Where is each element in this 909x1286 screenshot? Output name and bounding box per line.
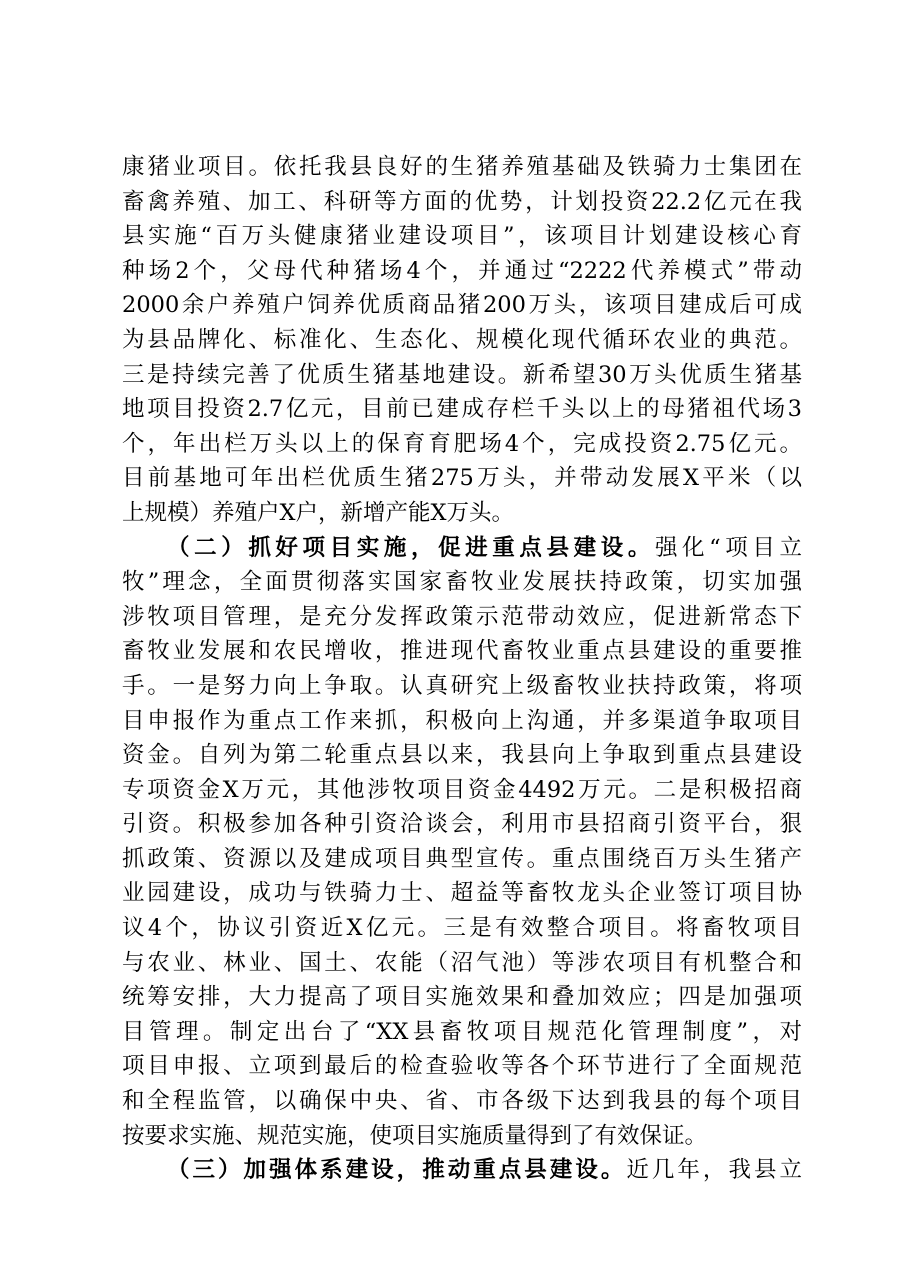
section-3-heading: （三）加强体系建设，推动重点县建设。 <box>167 1157 627 1184</box>
section-2-heading: （二）抓好项目实施，促进重点县建设。 <box>167 534 655 561</box>
text-line: 按要求实施、规范实施，使项目实施质量得到了有效保证。 <box>122 1122 708 1149</box>
text-line: 涉牧项目管理，是充分发挥政策示范带动效应，促进新常态下 <box>122 603 802 630</box>
text-line: 引资。积极参加各种引资洽谈会，利用市县招商引资平台，狠 <box>122 811 802 838</box>
text-line: 业园建设，成功与铁骑力士、超益等畜牧龙头企业签订项目协 <box>122 880 802 907</box>
text-line: 项目申报、立项到最后的检查验收等各个环节进行了全面规范 <box>122 1053 802 1080</box>
text-line: 畜禽养殖、加工、科研等方面的优势，计划投资22.2亿元在我 <box>122 188 802 215</box>
text-line: 牧”理念，全面贯彻落实国家畜牧业发展扶持政策，切实加强 <box>122 569 802 596</box>
text-line: 县实施“百万头健康猪业建设项目”，该项目计划建设核心育 <box>122 223 802 250</box>
text-line: 手。一是努力向上争取。认真研究上级畜牧业扶持政策，将项 <box>122 672 802 699</box>
text-line: 抓政策、资源以及建成项目典型宣传。重点围绕百万头生猪产 <box>122 845 802 872</box>
section-2-first-line-rest: 强化“项目立 <box>654 534 802 561</box>
section-2-first-line <box>122 531 802 566</box>
text-line: 个，年出栏万头以上的保育育肥场4个，完成投资2.75亿元。 <box>122 430 802 457</box>
text-line: 地项目投资2.7亿元，目前已建成存栏千头以上的母猪祖代场3 <box>122 396 802 423</box>
text-line: 三是持续完善了优质生猪基地建设。新希望30万头优质生猪基 <box>122 361 802 388</box>
text-line: 目管理。制定出台了“XX县畜牧项目规范化管理制度”，对 <box>122 1018 802 1045</box>
text-line: 与农业、林业、国土、农能（沼气池）等涉农项目有机整合和 <box>122 949 802 976</box>
section-3-first-line <box>122 1153 802 1188</box>
text-line: 为县品牌化、标准化、生态化、规模化现代循环农业的典范。 <box>122 326 802 353</box>
body-text <box>122 150 802 1188</box>
text-line: 目前基地可年出栏优质生猪275万头，并带动发展X平米（以 <box>122 465 802 492</box>
text-line: 种场2个，父母代种猪场4个，并通过“2222代养模式”带动 <box>122 257 802 284</box>
text-line: 2000余户养殖户饲养优质商品猪200万头，该项目建成后可成 <box>122 292 802 319</box>
text-line: 和全程监管，以确保中央、省、市各级下达到我县的每个项目 <box>122 1088 802 1115</box>
text-line: 资金。自列为第二轮重点县以来，我县向上争取到重点县建设 <box>122 742 802 769</box>
section-3-first-line-rest: 近几年，我县立 <box>626 1157 802 1184</box>
text-line: 康猪业项目。依托我县良好的生猪养殖基础及铁骑力士集团在 <box>122 154 802 180</box>
text-line: 畜牧业发展和农民增收，推进现代畜牧业重点县建设的重要推 <box>122 638 802 665</box>
text-line: 议4个，协议引资近X亿元。三是有效整合项目。将畜牧项目 <box>122 915 802 942</box>
text-line: 专项资金X万元，其他涉牧项目资金4492万元。二是积极招商 <box>122 776 802 803</box>
text-line: 目申报作为重点工作来抓，积极向上沟通，并多渠道争取项目 <box>122 707 802 734</box>
text-line: 上规模）养殖户X户，新增产能X万头。 <box>122 499 515 526</box>
text-line: 统筹安排，大力提高了项目实施效果和叠加效应；四是加强项 <box>122 984 802 1011</box>
